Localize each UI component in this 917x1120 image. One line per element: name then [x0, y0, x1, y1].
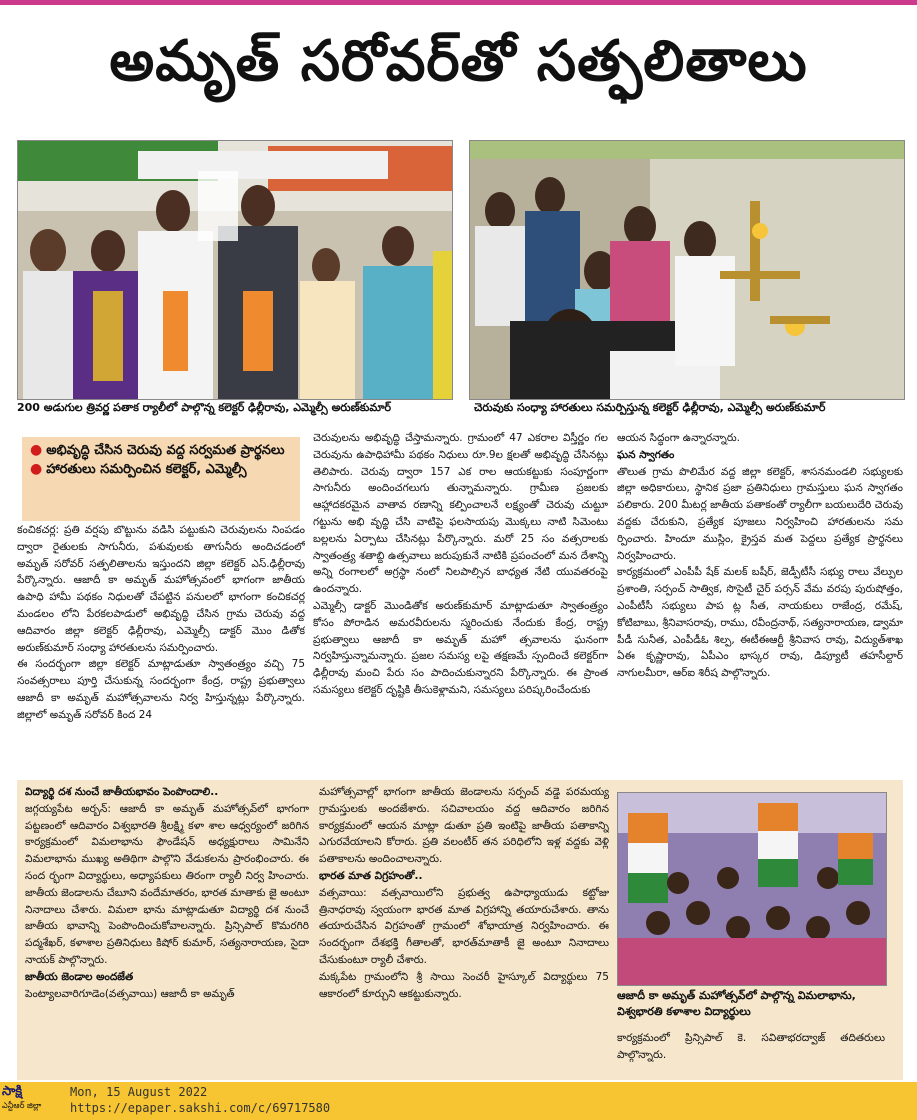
article-paragraph: మక్కపేట గ్రామంలోని శ్రీ సాయి సెంచరీ హైస్కూల్ విద్యార్థులు 75 ఆకారంలో కూర్చుని ఆకట్టుకున్నారు. — [319, 970, 609, 1000]
article-column-2 — [313, 430, 608, 772]
article-paragraph: కంచికచర్ల: ప్రతి వర్షపు బొట్టును వడిసి పట్టుకుని చెరువులను నింపడం ద్వారా రైతులకు సాగునీరు, పశువులకు తాగునీరు అందిచడంలో అమృత్ సరోవర్ సత్ఫలితాలను ఇస్తుందని జిల్లా కలెక్టర్ ఎస్.ఢిల్లీరావు పేర్కొన్నారు. ఆజాదీ కా అమృత్ మహోత్సవంలో భాగంగా జాతీయ ఉపాధి హామీ పథకం నిధులతో చేపట్టిన పనులలో భాగంగా కంచికచర్ల మండలం లోని పేరకలపాడులో అభివృద్ధి చేసిన గ్రామ చెరువు వద్ద ఆదివారం జిల్లా కలెక్టర్ ఢిల్లీరావు, ఎమ్మెల్సీ డాక్టర్ మొం డితోక అరుణ్‌కుమార్ సంధ్యా హారతులను సమర్పించారు. — [17, 524, 305, 654]
subheading: ఘన స్వాగతం — [617, 448, 675, 461]
highlight-item: ● హారతులు సమర్పించిన కలెక్టర్, ఎమ్మెల్సీ — [30, 461, 247, 477]
article-column-1 — [17, 522, 305, 772]
subheading: జాతీయ జెండాల అందజేత — [25, 970, 134, 983]
edition-label: ఎన్టీఆర్ జిల్లా — [2, 1101, 42, 1110]
subheading: భారత మాత విగ్రహంతో.. — [319, 869, 423, 882]
sakshi-logo[interactable] — [2, 1084, 66, 1118]
harathi-photo-caption: చెరువుకు సంధ్యా హారతులు సమర్పిస్తున్న కలెక్టర్ ఢిల్లీరావు, ఎమ్మెల్సీ అరుణ్‌కుమార్ — [474, 401, 826, 414]
article-paragraph: కార్యక్రమంలో ఎంపీపీ షేక్ మలక్ బషీర్, జెడ్పీటీసీ సభ్యు రాలు వేల్పుల ప్రశాంతి, సర్పంచ్ సాత్విక, సొసైటీ చైర్ పర్సన్ వేమ వరపు పురుషోత్తం, ఎంపీటీసీ సభ్యులు పాప ట్ల సీత, నాయకులు రాజేంద్ర, రమేష్, కోటిబాబు, శ్రీనివాసరావు, రాము, రవీంద్రనాథ్, సత్యనారాయణ, డ్వామా పీడీ సునీత, ఎంపీడీఓ శిల్ప, ఈటీఈఆర్టీ శ్రీనివాస రావు, విద్యుత్‌శాఖ ఏఈ కృష్ణారావు, ఏపీఎం భాస్కర రావు, డిప్యూటీ తహసీల్దార్ నాగులమీరా, ఆర్‌ఐ శిరీష పాల్గొన్నారు. — [617, 566, 903, 680]
article-paragraph: వత్సవాయి: వత్సవాయిలోని ప్రభుత్వ ఉపాధ్యాయుడు కట్టోజు త్రినాధరావు స్వయంగా భారత మాత విగ్రహాన్ని తయారుచేశారు. తాను తయారుచేసిన విగ్రహంతో గ్రామంలో శోభాయాత్ర నిర్వహించారు. ఈ సందర్భంగా దేశభక్తి గీతాలతో, భారత్‌మాతాకీ జై అంటూ నినాదాలు చేసుకుంటూ ర్యాలీ చేశారు. — [319, 886, 609, 966]
bullet-icon: ● — [30, 442, 43, 458]
epaper-link[interactable]: https://epaper.sakshi.com/c/69717580 — [70, 1101, 331, 1115]
article-paragraph: ఎమ్మెల్సీ డాక్టర్ మొండితోక అరుణ్‌కుమార్ మాట్లాడుతూ స్వాతంత్ర్యం కోసం పోరాడిన అమరవీరులను స్మరించుకు నేందుకు కేంద్ర, రాష్ట్ర ప్రభుత్వాలు ఆజాదీ కా అమృత్ మహో త్సవాలను ఘనంగా నిర్వహిస్తున్నామన్నారు. ప్రజల సమస్య లపై తక్షణమే స్పందించే కలెక్టర్‌గా ఢిల్లీరావు మంచి పేరు సం పాదించుకున్నారని పేర్కొన్నారు. ఈ ప్రాంత సమస్యలు కలెక్టర్ దృష్టికి తీసుకెళ్లామని, సమస్యలు పరిష్కరించేందుకు — [313, 599, 608, 696]
article-paragraph: తొలుత గ్రామ పొలిమేర వద్ద జిల్లా కలెక్టర్, శాసనమండలి సభ్యులకు జిల్లా అధికారులు, స్థానిక ప్రజా ప్రతినిధులు గ్రామస్తులు ఘన స్వాగతం పలికారు. 200 మీటర్ల జాతీయ పతాకంతో ర్యాలీగా బయలుదేరి చెరువు వద్దకు చేరుకుని, ప్రత్యేక పూజలు నిర్వహించి హారతులను సమ ర్పించారు. హిందూ ముస్లిం, క్రైస్తవ మత పెద్దలు ప్రత్యేక ప్రార్థనలు నిర్వహించారు. — [617, 465, 903, 562]
highlights-box — [22, 437, 300, 521]
article-paragraph: చెరువులను అభివృద్ధి చేస్తామన్నారు. గ్రామంలో 47 ఎకరాల విస్తీర్ణం గల చెరువును ఉపాధిహామీ పథకం నిధులు రూ.9ల క్షలతో అభివృద్ధి చేసినట్లు తెలిపారు. చెరువు ద్వారా 157 ఎక రాల ఆయకట్టుకు సంపూర్ణంగా సాగునీరు అందించగలుగు తున్నామన్నారు. గ్రామీణ ప్రజలకు ఆహ్లాదకరమైన వాతావ రణాన్ని కల్పించాలనే లక్ష్యంతో చెరువు చుట్టూ గట్టును అభి వృద్ధి చేసి వాటిపై ఫలసాయపు మొక్కలు నాటి సిమెంటు బల్లలను ఏర్పాటు చేసినట్లు పేర్కొన్నారు. మరో 25 సం వత్సరాలకు స్వాతంత్ర్య శతాబ్ది ఉత్సవాలు జరుపుకునే నాటికి ప్రపంచంలో మన దేశాన్ని అన్ని రంగాలలో అగ్రస్థా నంలో నిలపాల్సిన బాధ్యత నేటి యువతరంపై ఉందన్నారు. — [313, 432, 608, 596]
publication-date: Mon, 15 August 2022 — [70, 1085, 208, 1099]
students-photo-caption: ఆజాదీ కా అమృత్ మహోత్సవ్‌లో పాల్గొన్న విమలాభాను, విశ్వభారతి కళాశాల విద్యార్థులు — [617, 989, 856, 1018]
highlight-item: ● అభివృద్ధి చేసిన చెరువు వద్ద సర్వమత ప్రార్థనలు — [30, 442, 285, 458]
rally-photo-caption: 200 అడుగుల త్రివర్ణ పతాక ర్యాలీలో పాల్గొన్న కలెక్టర్ ఢిల్లీరావు, ఎమ్మెల్సీ అరుణ్‌కుమార్ — [17, 401, 392, 414]
rally-photo — [17, 140, 453, 400]
headline: అమృత్ సరోవర్‌తో సత్ఫలితాలు — [109, 29, 808, 94]
lower-news-panel — [17, 780, 903, 1080]
lower-column-2 — [319, 784, 609, 1076]
article-paragraph: మహోత్సవాల్లో భాగంగా జాతీయ జెండాలను సర్పంచ్ వడ్డె పరమయ్య గ్రామస్తులకు అందజేశారు. సచివాలయం వద్ద ఆదివారం జరిగిన కార్యక్రమంలో ఆయన మాట్లా డుతూ ప్రతి ఇంటిపై జాతీయ పతాకాన్ని ఎగురవేయాలని కోరారు. ప్రతి వలంటీర్ తన పరిధిలోని ఇళ్ల వద్దకు వెళ్లి పతాకాలను అందించాలన్నారు. — [319, 786, 609, 866]
bullet-icon: ● — [30, 461, 43, 477]
students-photo — [617, 792, 887, 986]
logo-name: సాక్షి — [2, 1084, 23, 1099]
article-paragraph: జగ్గయ్యపేట అర్బన్: ఆజాదీ కా అమృత్ మహోత్సవ్‌లో భాగంగా పట్టణంలో ఆదివారం విశ్వభారతి శ్రీలక్ష్మి కళా శాల ఆధ్వర్యంలో జరిగిన కార్యక్రమంలో విమలాభాను ఫౌండేషన్ అధ్యక్షురాలు సామినేని విమలాభాను ముఖ్య అతిథిగా పాల్గొని వేడుకలను ప్రారంభించారు. ఈ సంద ర్భంగా విద్యార్థులు, అధ్యాపకులు తిరంగా ర్యాలీ నిర్వ హించారు. జాతీయ జెండాలను చేబూని వందేమాతరం, భారత మాతాకు జై అంటూ నినాదాలు చేశారు. విమలా భాను మాట్లాడుతూ విద్యార్థి దశ నుంచే జాతీయ భావాన్ని పెంపొందించుకోవాలన్నారు. ప్రిన్సిపాల్ కొమరగిరి పద్మశేఖర్, కళాశాల ప్రతినిధులు కిషోర్ కుమార్, సత్యనారాయణ, సైదా నాయక్ పాల్గొన్నారు. — [25, 802, 309, 966]
article-paragraph: పెంట్యాలవారిగూడెం(వత్సవాయి) ఆజాదీ కా అమృత్ — [25, 987, 235, 1000]
top-accent-bar — [0, 0, 917, 5]
article-paragraph: ఆయన సిద్ధంగా ఉన్నారన్నారు. — [617, 432, 741, 444]
lower-column-3: కార్యక్రమంలో ప్రిన్సిపాల్ కె. సవితాభరద్వాజ్ తదితరులు పాల్గొన్నారు. — [617, 1032, 885, 1061]
harathi-photo — [469, 140, 905, 400]
article-paragraph: ఈ సందర్భంగా జిల్లా కలెక్టర్ మాట్లాడుతూ స్వాతంత్ర్యం వచ్చి 75 సంవత్సరాలు పూర్తి చేసుకున్న సందర్భంగా కేంద్ర, రాష్ట్ర ప్రభుత్వాలు ఆజాదీ కా అమృత్ మహోత్సవాలను నిర్వ హిస్తున్నట్లు పేర్కొన్నారు. జిల్లాలో అమృత్ సరోవర్ కింద 24 — [17, 658, 305, 721]
lower-column-1 — [25, 784, 309, 1076]
subheading: విద్యార్థి దశ నుంచే జాతీయభావం పెంపొందాలి.. — [25, 786, 219, 798]
footer-bar — [0, 1082, 917, 1120]
article-column-3 — [617, 430, 903, 772]
